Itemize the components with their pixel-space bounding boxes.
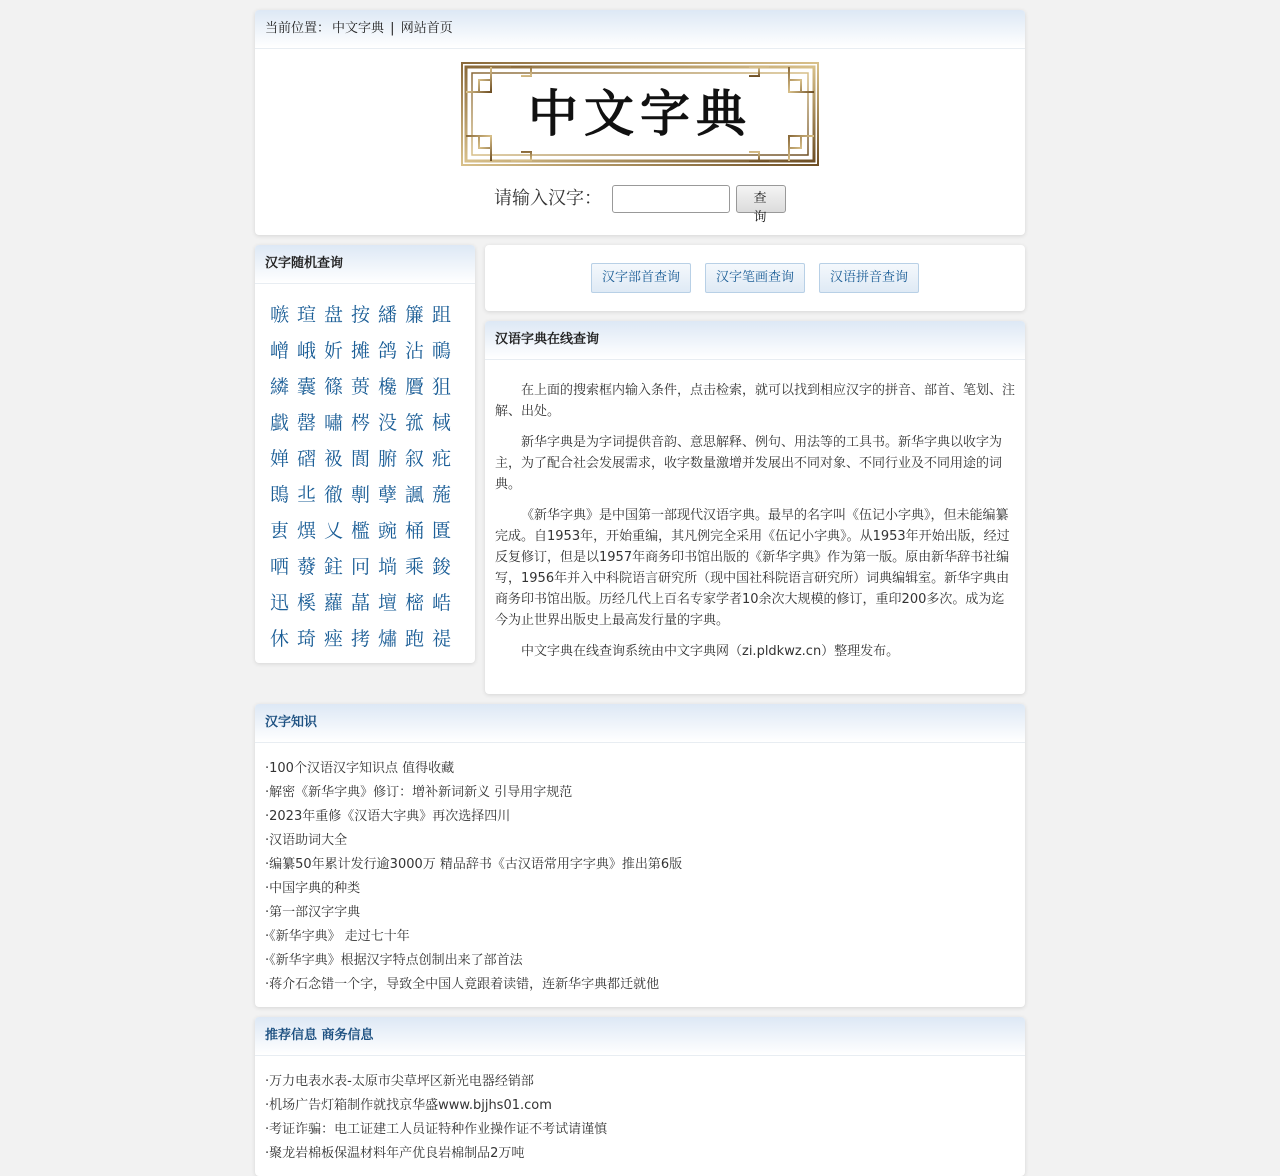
recommend-link[interactable]: ·万力电表水表-太原市尖草坪区新光电器经销部 (265, 1074, 534, 1089)
random-char-link[interactable]: 峨 (297, 340, 317, 362)
recommend-link[interactable]: ·机场广告灯箱制作就找京华盛www.bjjhs01.com (265, 1098, 552, 1113)
random-char-link[interactable]: 蕌 (351, 592, 371, 614)
random-char-link[interactable]: 諷 (405, 484, 425, 506)
knowledge-article-link[interactable]: ·汉语助词大全 (265, 833, 348, 848)
recommend-title[interactable]: 推荐信息 商务信息 (255, 1017, 1025, 1056)
knowledge-article-link[interactable]: ·《新华字典》根据汉字特点创制出来了部首法 (265, 953, 523, 968)
random-char-link[interactable]: 磖 (297, 448, 317, 470)
random-char-link[interactable]: 囊 (297, 376, 317, 398)
random-char-link[interactable]: 埫 (378, 556, 398, 578)
random-char-link[interactable]: 熽 (378, 628, 398, 650)
search-button[interactable]: 查 询 (736, 185, 786, 213)
random-char-row (270, 549, 475, 585)
random-char-row (270, 441, 475, 477)
intro-paragraph: 中文字典在线查询系统由中文字典网（zi.pldkwz.cn）整理发布。 (521, 644, 900, 659)
recommend-list (255, 1056, 1025, 1176)
random-char-link[interactable]: 繙 (378, 304, 398, 326)
random-char-link[interactable]: 戱 (270, 412, 290, 434)
random-char-link[interactable]: 丠 (297, 484, 317, 506)
random-char-link[interactable]: 熼 (297, 520, 317, 542)
knowledge-article-link[interactable]: ·解密《新华字典》修订：增补新词新义 引导用字规范 (265, 785, 573, 800)
random-char-row (270, 405, 475, 441)
random-query-title: 汉字随机查询 (255, 245, 475, 284)
random-char-link[interactable]: 篠 (324, 376, 344, 398)
random-char-link[interactable]: 没 (378, 412, 398, 434)
random-char-link[interactable]: 閬 (351, 448, 371, 470)
random-char-link[interactable]: 豌 (378, 520, 398, 542)
random-char-link[interactable]: 贗 (405, 376, 425, 398)
random-char-link[interactable]: 婵 (270, 448, 290, 470)
pinyin-query-button[interactable]: 汉语拼音查询 (819, 263, 919, 293)
stroke-query-button[interactable]: 汉字笔画查询 (705, 263, 805, 293)
breadcrumb (255, 10, 1025, 49)
random-char-link[interactable]: 狙 (432, 376, 452, 398)
random-char-link[interactable]: 乘 (405, 556, 425, 578)
random-char-link[interactable]: 鸽 (378, 340, 398, 362)
random-char-link[interactable]: 嶒 (270, 340, 290, 362)
breadcrumb-home-link[interactable]: 中文字典 (332, 21, 385, 36)
knowledge-article-link[interactable]: ·第一部汉字字典 (265, 905, 361, 920)
header-box (255, 10, 1025, 235)
search-input[interactable] (612, 185, 730, 213)
random-char-row (270, 585, 475, 621)
random-char-link[interactable]: 摊 (351, 340, 371, 362)
random-char-link[interactable]: 蘿 (324, 592, 344, 614)
breadcrumb-site-link[interactable]: 网站首页 (400, 21, 453, 36)
random-char-link[interactable]: 鋑 (432, 556, 452, 578)
page-container (255, 0, 1025, 1176)
random-char-link[interactable]: 徹 (324, 484, 344, 506)
breadcrumb-separator: | (390, 21, 395, 36)
random-char-link[interactable]: 樒 (405, 592, 425, 614)
knowledge-article-link[interactable]: ·编纂50年累计发行逾3000万 精品辞书《古汉语常用字字典》推出第6版 (265, 857, 683, 872)
intro-paragraph: 《新华字典》是中国第一部现代汉语字典。最早的名字叫《伍记小字典》，但未能编纂完成。自1953年，开始重编，其凡例完全采用《伍记小字典》。从1953年开始出版，经过反复修订，但是以1957年商务印书馆出版的《新华字典》作为第一版。原由新华辞书社编写，1956年并入中科院语言研究所（现中国社科院语言研究所）词典编辑室。新华字典由商务印书馆出版。历经几代上百名专家学者10余次大规模的修订，重印200多次。成为迄今为止世界出版史上最高发行量的字典。 (495, 508, 1010, 628)
random-char-link[interactable]: 琦 (297, 628, 317, 650)
random-char-row (270, 333, 475, 369)
random-char-link[interactable]: 痤 (324, 628, 344, 650)
random-char-link[interactable]: 繗 (270, 376, 290, 398)
random-char-link[interactable]: 衱 (324, 448, 344, 470)
random-char-link[interactable]: 匱 (432, 520, 452, 542)
intro-paragraph: 在上面的搜索框内输入条件，点击检索，就可以找到相应汉字的拼音、部首、笔划、注解、出处。 (495, 383, 1016, 419)
knowledge-article-link[interactable]: ·100个汉语汉字知识点 值得收藏 (265, 761, 455, 776)
random-char-link[interactable]: 榽 (297, 592, 317, 614)
random-char-link[interactable]: 妡 (324, 340, 344, 362)
random-char-link[interactable]: 箛 (405, 412, 425, 434)
random-char-link[interactable]: 腑 (378, 448, 398, 470)
breadcrumb-label: 当前位置： (265, 21, 331, 36)
random-char-row (270, 621, 475, 657)
intro-paragraph: 新华字典是为字词提供音韵、意思解释、例句、用法等的工具书。新华字典以收字为主，为了配合社会发展需求，收字数量激增并发展出不同对象、不同行业及不同用途的词典。 (495, 435, 1003, 492)
random-char-link[interactable]: 跑 (405, 628, 425, 650)
search-label: 请输入汉字： (494, 188, 602, 209)
recommend-box (255, 1017, 1025, 1176)
query-buttons-box (485, 245, 1025, 311)
intro-box (485, 321, 1025, 694)
random-char-link[interactable]: 哂 (270, 556, 290, 578)
random-char-link[interactable]: 嗾 (270, 304, 290, 326)
knowledge-article-link[interactable]: ·中国字典的种类 (265, 881, 361, 896)
random-char-link[interactable]: 桶 (405, 520, 425, 542)
random-char-link[interactable]: 拷 (351, 628, 371, 650)
logo-text: 中文字典 (528, 84, 752, 143)
random-char-link[interactable]: 嘯 (324, 412, 344, 434)
random-char-link[interactable]: 鉒 (324, 556, 344, 578)
intro-title: 汉语字典在线查询 (485, 321, 1025, 360)
random-char-link[interactable]: 疪 (432, 448, 452, 470)
random-char-link[interactable]: 叙 (405, 448, 425, 470)
search-bar (255, 184, 1025, 225)
random-char-link[interactable]: 蒉 (351, 376, 371, 398)
random-char-link[interactable]: 跙 (432, 304, 452, 326)
random-char-link[interactable]: 冋 (351, 556, 371, 578)
random-char-link[interactable]: 迅 (270, 592, 290, 614)
random-char-grid (255, 284, 475, 663)
knowledge-article-link[interactable]: ·2023年重修《汉语大字典》再次选择四川 (265, 809, 511, 824)
knowledge-article-link[interactable]: ·《新华字典》 走过七十年 (265, 929, 410, 944)
random-char-link[interactable]: 欃 (378, 376, 398, 398)
random-char-link[interactable]: 孽 (378, 484, 398, 506)
random-char-link[interactable]: 剸 (351, 484, 371, 506)
knowledge-box (255, 704, 1025, 1007)
radical-query-button[interactable]: 汉字部首查询 (591, 263, 691, 293)
random-char-link[interactable]: 休 (270, 628, 290, 650)
random-char-link[interactable]: 鵖 (270, 484, 290, 506)
random-char-link[interactable]: 叀 (270, 520, 290, 542)
knowledge-article-link[interactable]: ·蒋介石念错一个字，导致全中国人竟跟着读错，连新华字典都迁就他 (265, 977, 660, 992)
site-logo[interactable] (461, 62, 819, 166)
random-query-box (255, 245, 475, 663)
knowledge-list (255, 743, 1025, 1007)
random-char-link[interactable]: 棫 (432, 412, 452, 434)
random-char-link[interactable]: 壇 (378, 592, 398, 614)
random-char-link[interactable]: 蕟 (297, 556, 317, 578)
random-char-link[interactable]: 盘 (324, 304, 344, 326)
random-char-link[interactable]: 按 (351, 304, 371, 326)
random-char-link[interactable]: 乂 (324, 520, 344, 542)
random-char-link[interactable]: 葹 (432, 484, 452, 506)
random-char-link[interactable]: 簾 (405, 304, 425, 326)
random-char-link[interactable]: 峼 (432, 592, 452, 614)
random-char-link[interactable]: 梣 (351, 412, 371, 434)
random-char-link[interactable]: 鳾 (432, 340, 452, 362)
recommend-link[interactable]: ·考证诈骗：电工证建工人员证特种作业操作证不考试请谨慎 (265, 1122, 608, 1137)
random-char-link[interactable]: 檻 (351, 520, 371, 542)
knowledge-title[interactable]: 汉字知识 (255, 704, 1025, 743)
random-char-link[interactable]: 罄 (297, 412, 317, 434)
random-char-row (270, 297, 475, 333)
random-char-link[interactable]: 禔 (432, 628, 452, 650)
random-char-row (270, 477, 475, 513)
random-char-row (270, 513, 475, 549)
random-char-row (270, 369, 475, 405)
recommend-link[interactable]: ·聚龙岩棉板保温材料年产优良岩棉制品2万吨 (265, 1146, 525, 1161)
random-char-link[interactable]: 沾 (405, 340, 425, 362)
random-char-link[interactable]: 瑄 (297, 304, 317, 326)
